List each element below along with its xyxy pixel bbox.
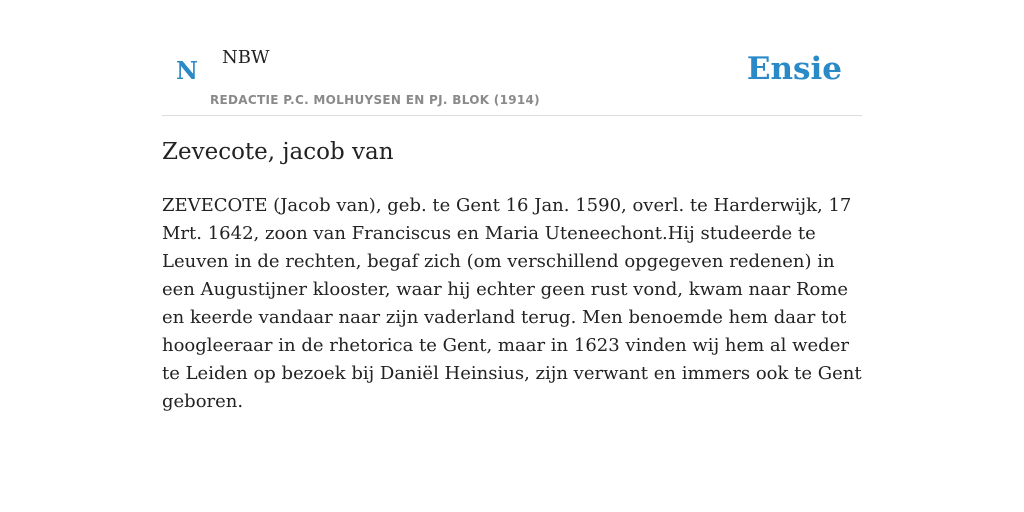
source-header	[162, 40, 862, 116]
ensie-logo[interactable]: Ensie	[746, 51, 842, 87]
source-name[interactable]: NBW	[222, 47, 270, 68]
source-logo[interactable]: N	[176, 56, 198, 85]
page-title: Zevecote, jacob van	[162, 139, 394, 165]
article-body: ZEVECOTE (Jacob van), geb. te Gent 16 Jan. 1590, overl. te Harderwijk, 17 Mrt. 1642, zoon van Franciscus en Maria Uteneechont.Hij studeerde te Leuven in de rechten, begaf zich (om verschillend opgegeven redenen) in een Augustijner klooster, waar hij echter geen rust vond, kwam naar Rome en keerde vandaar naar zijn vaderland terug. Men benoemde hem daar tot hoogleeraar in de rhetorica te Gent, maar in 1623 vinden wij hem al weder te Leiden op bezoek bij Daniël Heinsius, zijn verwant en immers ook te Gent geboren.	[162, 195, 862, 412]
source-subtitle: REDACTIE P.C. MOLHUYSEN EN PJ. BLOK (1914)	[210, 93, 540, 107]
